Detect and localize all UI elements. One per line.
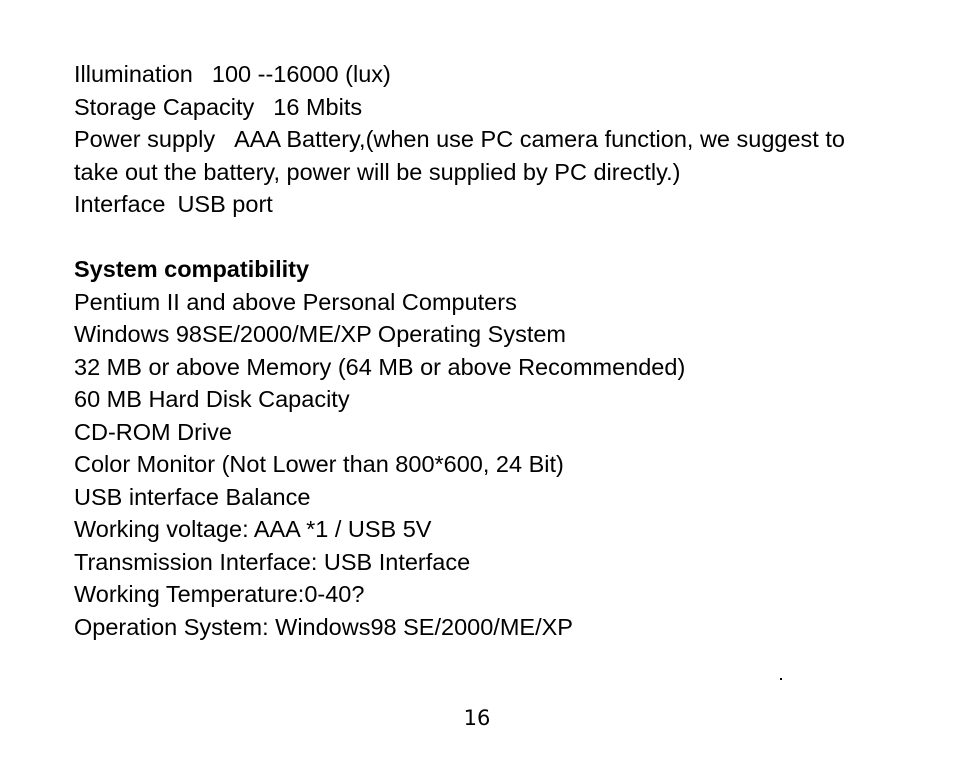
compat-item: Color Monitor (Not Lower than 800*600, 24 Bit): [74, 451, 564, 477]
document-body: [74, 58, 864, 643]
spec-value: 16 Mbits: [273, 93, 363, 120]
compat-item: Working Temperature:0-40?: [74, 581, 365, 607]
spec-value: AAA Battery,(when use PC camera function, we suggest to take out the battery, power will be supplied by PC directly.): [74, 126, 845, 185]
compat-item: 32 MB or above Memory (64 MB or above Recommended): [74, 353, 686, 380]
spec-value: 100 --16000 (lux): [211, 61, 391, 87]
spec-label: Storage Capacity: [74, 93, 255, 120]
spec-line-illumination: [74, 58, 864, 91]
compat-item: Working voltage: AAA *1 / USB 5V: [74, 516, 432, 542]
compat-item: 60 MB Hard Disk Capacity: [74, 386, 350, 412]
spec-line-storage: [74, 91, 864, 124]
spec-label: Power supply: [74, 126, 216, 152]
spacer: [74, 221, 864, 254]
spec-label: Interface: [74, 191, 166, 217]
spec-label: Illumination: [74, 61, 193, 87]
spec-line-power: [74, 123, 864, 188]
compat-item: USB interface Balance: [74, 483, 311, 510]
page-number: 16: [463, 706, 491, 730]
stray-dot: [780, 678, 782, 680]
compat-item: Operation System: Windows98 SE/2000/ME/XP: [74, 613, 573, 640]
compat-item: CD-ROM Drive: [74, 418, 232, 445]
compat-item: Windows 98SE/2000/ME/XP Operating System: [74, 321, 566, 347]
section-heading: System compatibility: [74, 256, 310, 282]
compat-item: Pentium II and above Personal Computers: [74, 288, 517, 315]
compat-item: Transmission Interface: USB Interface: [74, 548, 471, 575]
spec-value: USB port: [177, 191, 273, 217]
spec-line-interface: [74, 188, 864, 221]
